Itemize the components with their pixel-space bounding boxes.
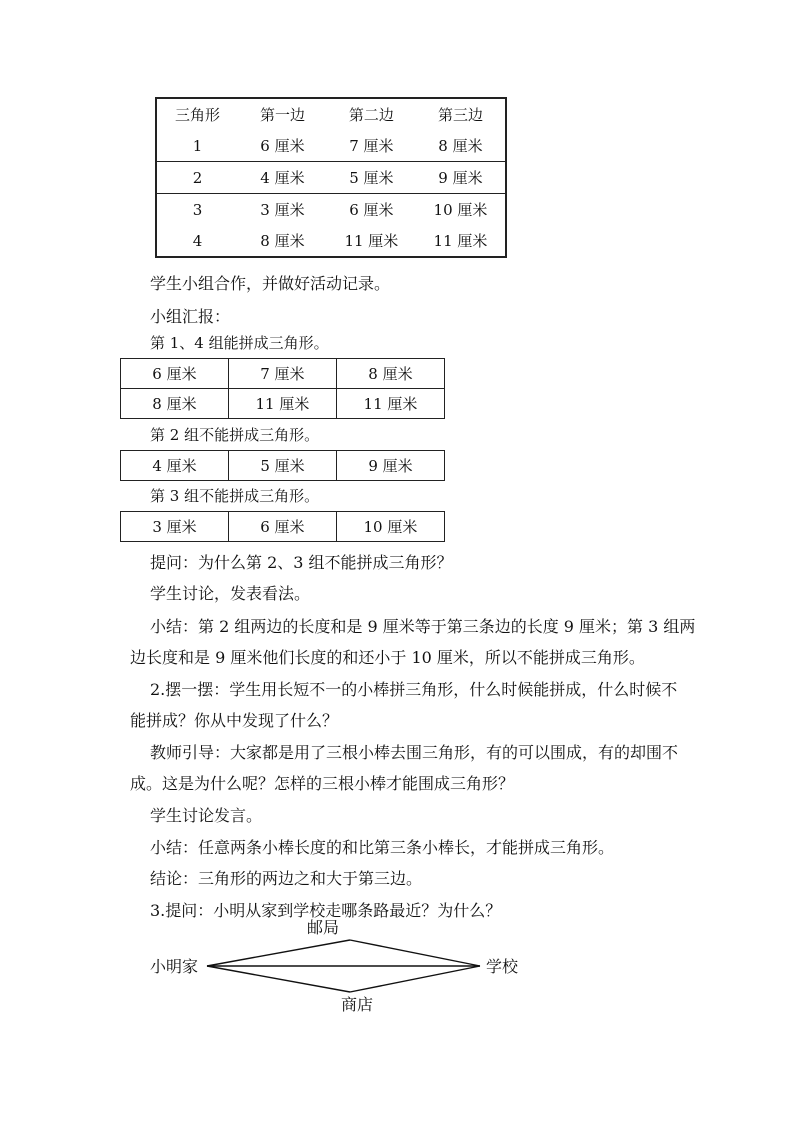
table-cell: 8 厘米 <box>336 359 444 389</box>
paragraph: 2.摆一摆：学生用长短不一的小棒拼三角形，什么时候能拼成，什么时候不 <box>150 680 678 699</box>
paragraph: 结论：三角形的两边之和大于第三边。 <box>150 869 423 888</box>
table-cell: 4 <box>192 231 203 250</box>
post-office-label: 邮局 <box>307 918 340 937</box>
table-cell: 8 厘米 <box>121 389 229 419</box>
table-cell: 4 厘米 <box>121 451 229 481</box>
table-caption: 第 3 组不能拼成三角形。 <box>150 487 320 505</box>
table-cell: 3 厘米 <box>121 512 229 542</box>
table-cell: 3 厘米 <box>238 194 327 226</box>
table-cell: 11 厘米 <box>336 389 444 419</box>
route-shop-to-school <box>350 966 480 992</box>
paragraph: 小结：任意两条小棒长度的和比第三条小棒长，才能拼成三角形。 <box>150 838 615 857</box>
paragraph: 提问：为什么第 2、3 组不能拼成三角形？ <box>150 553 453 572</box>
school-label: 学校 <box>486 957 519 976</box>
paragraph: 成。这是为什么呢？怎样的三根小棒才能围成三角形？ <box>130 774 515 793</box>
table-caption: 第 1、4 组能拼成三角形。 <box>150 334 329 352</box>
header-cell: 三角形 <box>175 106 221 124</box>
table-cell: 5 厘米 <box>327 162 416 194</box>
table-cell: 3 <box>156 194 238 226</box>
table-cell: 11 厘米 <box>228 389 336 419</box>
shop-label: 商店 <box>341 995 374 1014</box>
paragraph: 能拼成？你从中发现了什么？ <box>130 711 339 730</box>
table-cell: 7 厘米 <box>349 137 394 155</box>
table-cell: 7 厘米 <box>228 359 336 389</box>
header-cell: 第三边 <box>437 106 483 124</box>
table-cell: 8 厘米 <box>438 137 483 155</box>
table-cell: 9 厘米 <box>416 162 506 194</box>
table-cell: 6 厘米 <box>121 359 229 389</box>
table-cell: 4 厘米 <box>238 162 327 194</box>
table-cell: 10 厘米 <box>336 512 444 542</box>
table-cell: 11 厘米 <box>344 232 399 250</box>
table-cell: 10 厘米 <box>416 194 506 226</box>
table-cell: 1 <box>192 136 203 155</box>
paragraph: 学生讨论发言。 <box>150 806 263 825</box>
paragraph: 3.提问：小明从家到学校走哪条路最近？为什么？ <box>150 901 502 920</box>
table-cell: 6 厘米 <box>260 137 305 155</box>
table-cell: 11 厘米 <box>433 232 488 250</box>
home-label: 小明家 <box>150 957 199 976</box>
paragraph: 边长度和是 9 厘米他们长度的和还小于 10 厘米，所以不能拼成三角形。 <box>130 648 645 667</box>
table-cell: 2 <box>156 162 238 194</box>
header-cell: 第二边 <box>348 106 394 124</box>
route-to-post-office <box>207 940 350 966</box>
table-cell: 8 厘米 <box>260 232 305 250</box>
route-post-office-to-school <box>350 940 480 966</box>
table-cell: 6 厘米 <box>228 512 336 542</box>
paragraph: 学生小组合作，并做好活动记录。 <box>150 274 391 293</box>
paragraph: 学生讨论，发表看法。 <box>150 584 311 603</box>
route-to-shop <box>207 966 350 992</box>
paragraph: 小组汇报： <box>150 307 231 326</box>
table-cell: 9 厘米 <box>337 451 445 481</box>
table-cell: 5 厘米 <box>229 451 337 481</box>
table-caption: 第 2 组不能拼成三角形。 <box>150 426 320 444</box>
table-cell: 6 厘米 <box>327 194 416 226</box>
paragraph: 小结：第 2 组两边的长度和是 9 厘米等于第三条边的长度 9 厘米；第 3 组两 <box>150 617 696 636</box>
paragraph: 教师引导：大家都是用了三根小棒去围三角形，有的可以围成，有的却围不 <box>150 743 679 762</box>
header-cell: 第一边 <box>259 106 305 124</box>
